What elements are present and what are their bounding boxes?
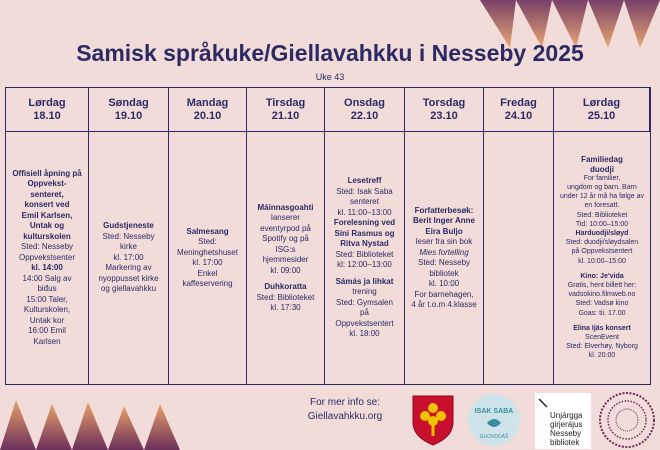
day-date: 23.10: [430, 109, 458, 122]
day-date: 20.10: [193, 109, 222, 122]
event-title: Harduodji/sløyd: [575, 229, 629, 237]
event-detail: Sted: Nesseby: [102, 231, 155, 241]
event-detail: Sted: Vadsø kino: [575, 300, 629, 308]
event-title: Familiedag: [581, 155, 623, 165]
event-detail: ScenEvent: [585, 334, 619, 342]
event-detail: på Oppvekstsentert: [571, 248, 633, 256]
event-detail: trening: [352, 287, 377, 297]
day-date: 24.10: [504, 109, 533, 122]
event-detail: Sted: Biblioteket: [576, 211, 628, 219]
day-name: Torsdag: [422, 96, 466, 109]
day-header-thu23: [405, 88, 484, 132]
event-title: Ritva Nystad: [340, 239, 389, 249]
event-title: Sini Rasmus og: [334, 228, 395, 238]
event-detail: Enkel: [197, 268, 218, 278]
event-detail: kl. 17:00: [192, 258, 223, 267]
day-name: Onsdag: [344, 96, 385, 109]
event-detail: leser fra sin bok: [415, 237, 473, 246]
event-detail: For barnehagen,: [414, 289, 474, 299]
event-detail: Sted: Biblioteket: [256, 292, 315, 302]
event-detail: Sted:: [198, 237, 217, 246]
event-detail: og giellavahkku: [100, 284, 157, 294]
event-detail: Sted: Biblioteket: [335, 249, 394, 259]
giellavahkku-stamp-icon: [598, 391, 656, 449]
day-name: Lørdag: [28, 96, 66, 109]
event-detail: Sted: duodji/sløydsalen: [565, 239, 639, 247]
day-header-sun19: [89, 88, 169, 132]
event-detail: Sted: Nesseby: [20, 242, 74, 252]
day-name: Tirsdag: [265, 96, 306, 109]
event-detail: kl. 18:00: [349, 329, 380, 339]
library-line: Unjárgga: [550, 411, 583, 420]
event-detail: Tid: 10:00–15:00: [575, 220, 629, 228]
events-wed22: [325, 132, 405, 384]
footer-label: For mer info se:: [309, 397, 381, 408]
day-header-mon20: [169, 88, 247, 132]
events-sat25: [554, 132, 650, 384]
event-title: kulturskolen: [23, 231, 71, 241]
event-title: Oppvekst-: [27, 179, 67, 189]
day-name: Lørdag: [582, 96, 621, 109]
event-detail: kl. 10:00–15:00: [578, 257, 626, 265]
event-title: Forfatterbesøk:: [414, 205, 474, 215]
event-detail: Sted: Isak Saba: [336, 186, 393, 196]
day-header-sat25: [554, 88, 650, 132]
event-detail: kl: 12:00–13:00: [337, 260, 392, 270]
event-detail: under 12 år må ha følge av: [559, 193, 645, 201]
event-detail: Sted: Elverhøy, Nyborg: [566, 343, 638, 351]
event-detail: kl. 20:00: [588, 352, 616, 360]
event-detail: Gratis, hent billett her:: [567, 282, 637, 289]
event-title: Berit Inger Anne: [413, 216, 475, 225]
event-detail: kl. 17:30: [270, 303, 301, 312]
guovddas-text: GUOVDDÁŠ: [479, 434, 509, 440]
day-header-tue21: [247, 88, 325, 132]
event-title: Eira Buljo: [425, 226, 463, 236]
event-title: Forelesning ved: [333, 218, 396, 228]
event-detail: på: [360, 308, 369, 318]
event-detail: 14:00 Salg av: [22, 273, 72, 283]
day-date: 21.10: [271, 109, 300, 122]
event-detail: Karlsen: [33, 336, 61, 346]
event-title: Emil Karlsen,: [21, 210, 73, 220]
event-title: Máinnasgoahti: [257, 202, 314, 212]
event-detail: Meninghetshuset: [177, 247, 238, 257]
events-sat18: [6, 132, 89, 384]
day-name: Søndag: [108, 96, 149, 109]
event-detail: Spotify og på: [262, 234, 309, 243]
page-title: Samisk språkuke/Giellavahkku i Nesseby 2025: [76, 40, 584, 66]
event-detail: Kulturskolen,: [23, 305, 71, 315]
municipal-crest-icon: [410, 394, 456, 446]
event-detail: en foresatt.: [584, 202, 620, 210]
event-time: kl. 14:00: [31, 263, 63, 273]
event-title: Lesetreff: [347, 176, 382, 186]
day-date: 22.10: [350, 109, 379, 122]
event-detail: lanserer: [271, 213, 300, 222]
day-name: Mandag: [186, 96, 229, 109]
library-line: girjerájus: [550, 420, 583, 429]
event-detail: kirke: [120, 242, 137, 252]
event-detail: Oppvekstsenter: [18, 252, 76, 262]
event-title: Gudstjeneste: [103, 221, 154, 231]
day-date: 18.10: [33, 109, 61, 122]
event-detail: Sted: Gymsalen: [336, 297, 393, 307]
event-detail: Goas: tii. 17.00: [578, 309, 626, 317]
event-detail: Mies fortelling: [419, 247, 469, 257]
event-detail: hjemmesider: [262, 255, 309, 264]
isak-saba-logo: [467, 393, 521, 447]
day-header-fri24: [484, 88, 554, 132]
footer-link[interactable]: Giellavahkku.org: [307, 411, 383, 422]
event-detail: ungdom og barn. Barn: [567, 183, 637, 191]
day-date: 25.10: [587, 109, 616, 122]
event-title: Untak og: [29, 221, 65, 231]
library-line: bibliotek: [550, 438, 580, 447]
event-detail: bibliotek: [429, 268, 459, 278]
event-detail: kl. 17:00: [113, 252, 144, 262]
event-title: Kino: Je'vida: [580, 272, 624, 280]
event-detail: kl. 09:00: [270, 265, 301, 275]
event-title: konsert ved: [24, 200, 70, 210]
event-title: duodji: [590, 164, 614, 174]
day-header-wed22: [325, 88, 405, 132]
events-thu23: [405, 132, 484, 384]
library-name: [550, 411, 582, 447]
event-detail: Sted: Nesseby: [417, 258, 471, 267]
event-detail: 16:00 Emil: [28, 326, 66, 336]
event-detail: senteret: [350, 197, 379, 207]
events-sun19: [89, 132, 169, 384]
event-detail: kaffeservering: [182, 279, 233, 288]
event-detail: Oppvekstsentert: [335, 318, 394, 328]
event-detail: 4 år t.o.m 4.klasse: [411, 300, 477, 309]
isak-saba-text: ISAK SABA: [474, 408, 514, 415]
event-title: Sámás ja lihkat: [335, 276, 394, 286]
event-title: Salmesang: [186, 226, 229, 236]
event-title: Offisiell åpning på: [12, 168, 82, 178]
day-header-sat18: [6, 88, 89, 132]
event-title: Duhkoratta: [264, 282, 307, 291]
events-fri24: [484, 132, 554, 384]
event-detail: Untak kor: [29, 315, 65, 325]
event-detail: vadsokino.filmweb.no: [568, 291, 636, 299]
event-detail: For familier,: [583, 174, 621, 182]
event-detail: Markering av: [105, 263, 152, 273]
event-detail: nyoppusset kirke: [98, 273, 159, 283]
events-tue21: [247, 132, 325, 384]
library-line: Nesseby: [550, 429, 582, 438]
day-name: Fredag: [500, 96, 537, 109]
event-detail: kl. 11:00–13:00: [337, 207, 392, 217]
event-detail: ISG:s: [275, 244, 296, 254]
event-detail: kl. 10:00: [428, 279, 460, 288]
schedule-table: [5, 87, 651, 385]
events-mon20: [169, 132, 247, 384]
event-detail: 15:00 Taler,: [26, 294, 68, 304]
decorative-triangles-bottom: [0, 400, 180, 450]
week-label: Uke 43: [315, 72, 345, 82]
footer-info: [270, 396, 420, 424]
event-title: Elina Ijäs konsert: [573, 324, 631, 332]
event-title: senteret,: [30, 189, 64, 199]
event-detail: biđus: [37, 284, 57, 294]
event-detail: eventyrpod på: [260, 223, 311, 233]
day-date: 19.10: [114, 109, 143, 122]
